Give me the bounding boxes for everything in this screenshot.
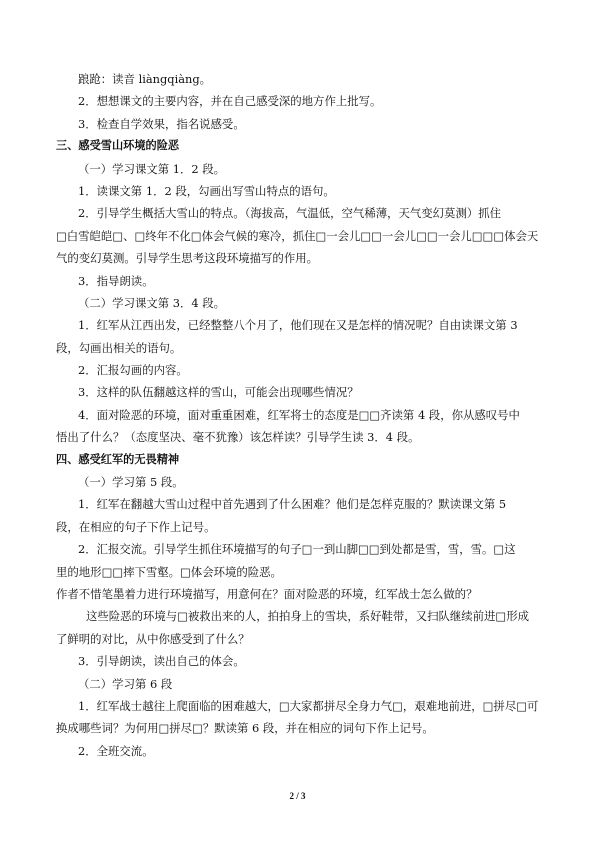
text-line: 2．想想课文的主要内容，并在自己感受深的地方作上批写。 — [78, 94, 382, 109]
text-line: 3．检查自学效果，指名说感受。 — [78, 116, 245, 131]
text-line: （一）学习第 5 段。 — [78, 475, 184, 490]
text-line: 这些险恶的环境与□被救出来的人，拍拍身上的雪块，系好鞋带，又扫队继续前进□形成 — [86, 609, 529, 624]
text-line: 1．红军在翻越大雪山过程中首先遇到了什么困难？他们是怎样克服的？默读课文第 5 — [78, 497, 507, 512]
text-line: 3．引导朗读，读出自己的体会。 — [78, 654, 245, 669]
text-line: 2．引导学生概括大雪山的特点。（海拔高，气温低，空气稀薄，天气变幻莫测）抓住 — [78, 206, 502, 221]
page-number: 2 / 3 — [289, 791, 306, 801]
document-body — [56, 72, 541, 766]
text-line: （二）学习课文第 3．4 段。 — [78, 295, 226, 310]
text-line: 里的地形□□摔下雪壑。□体会环境的险恶。 — [56, 564, 282, 579]
text-line: 1．红军战士越往上爬面临的困难越大，□大家都拼尽全身力气□，艰难地前进，□拼尽□可 — [78, 698, 539, 713]
text-line: 3．指导朗读。 — [78, 273, 154, 288]
text-line: 悟出了什么？（态度坚决、毫不犹豫）该怎样读？引导学生读 3．4 段。 — [56, 430, 420, 445]
text-line: 2．汇报交流。引导学生抓住环境描写的句子□一到山脚□□到处都是雪，雪，雪。□这 — [78, 542, 516, 557]
text-line: 气的变幻莫测。引导学生思考这段环境描写的作用。 — [56, 251, 318, 266]
text-line: 段，在相应的句子下作上记号。 — [56, 519, 216, 534]
section-heading: 三、感受雪山环境的险恶 — [56, 139, 180, 153]
text-line: （二）学习第 6 段 — [78, 676, 173, 691]
text-line: 了鲜明的对比，从中你感受到了什么？ — [56, 631, 250, 646]
text-line: 踉跄：读音 liàngqiàng。 — [78, 72, 212, 86]
section-heading: 四、感受红军的无畏精神 — [56, 452, 180, 466]
text-line: 4．面对险恶的环境，面对重重困难，红军将士的态度是□□齐读第 4 段，你从感叹号中 — [78, 407, 520, 422]
text-line: 段，勾画出相关的语句。 — [56, 340, 182, 355]
text-line: 作者不惜笔墨着力进行环境描写，用意何在？面对险恶的环境，红军战士怎么做的？ — [56, 586, 478, 601]
text-line: 2．全班交流。 — [78, 743, 154, 758]
text-line: 3．这样的队伍翻越这样的雪山，可能会出现哪些情况？ — [78, 385, 359, 400]
text-line: □白雪皑皑□、□终年不化□体会气候的寒冷，抓住□一会儿□□一会儿□□一会儿□□□体会天 — [56, 228, 539, 243]
text-line: 1．红军从江西出发，已经整整八个月了，他们现在又是怎样的情况呢？自由读课文第 3 — [78, 318, 518, 333]
text-line: 2．汇报勾画的内容。 — [78, 363, 188, 378]
text-line: 换成哪些词？为何用□拼尽□？默读第 6 段，并在相应的词句下作上记号。 — [56, 721, 434, 736]
text-line: （一）学习课文第 1．2 段。 — [78, 161, 226, 176]
text-line: 1．读课文第 1．2 段，勾画出写雪山特点的语句。 — [78, 183, 335, 198]
